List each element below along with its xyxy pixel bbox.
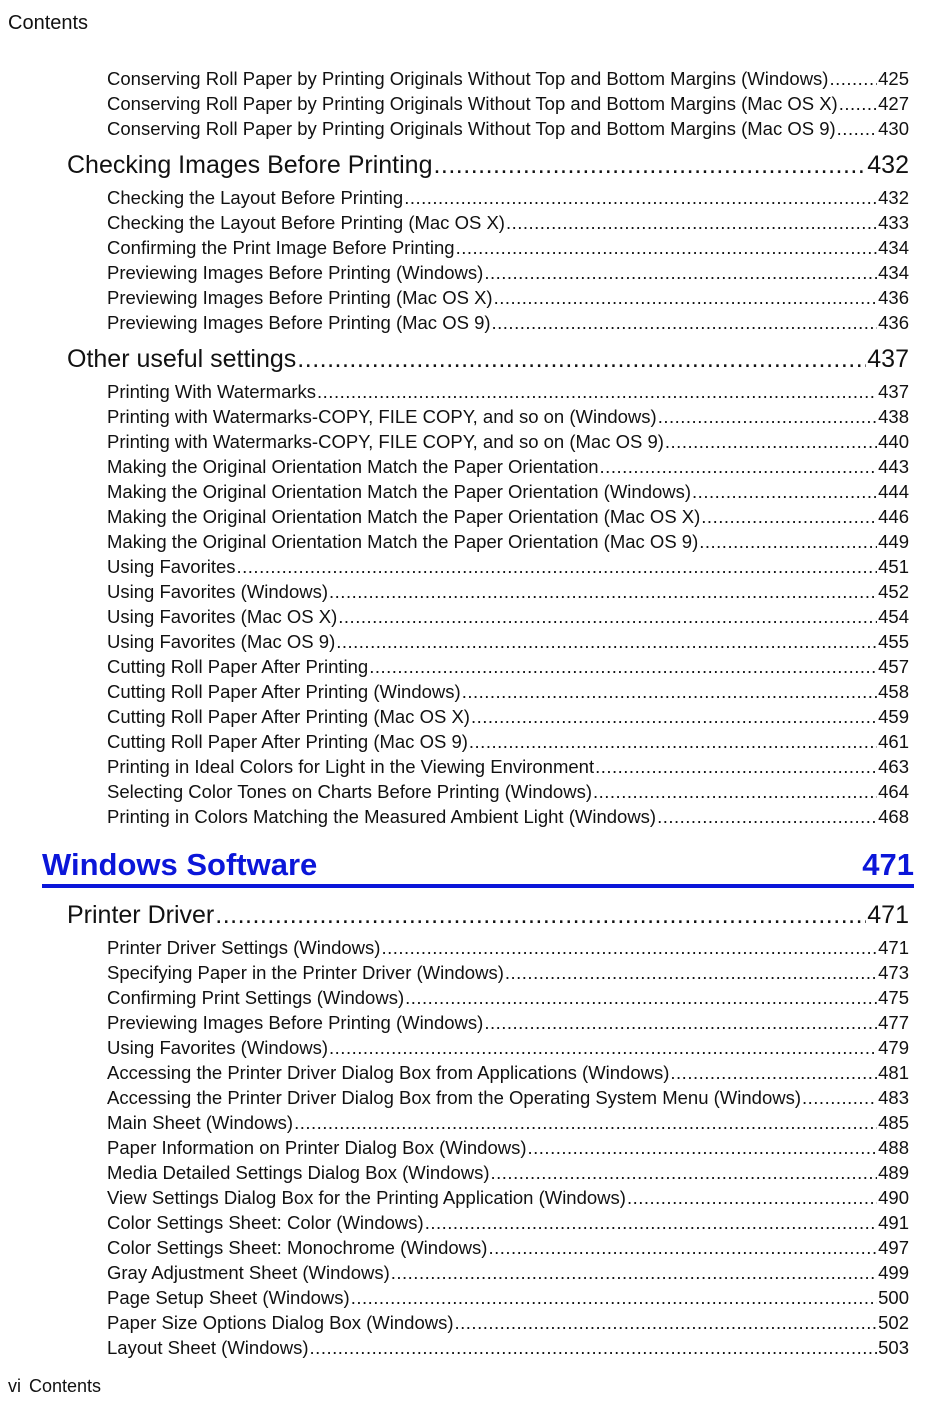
toc-entry-title: Media Detailed Settings Dialog Box (Windows) [107, 1162, 490, 1183]
toc-entry[interactable] [107, 731, 909, 756]
toc-entry[interactable] [107, 1287, 909, 1312]
dot-leader [369, 656, 877, 678]
dot-leader [665, 431, 877, 453]
toc-entry-page: 463 [878, 756, 909, 777]
dot-leader [505, 962, 877, 984]
toc-entry[interactable] [107, 1212, 909, 1237]
toc-entry-page: 459 [878, 706, 909, 727]
dot-leader [506, 212, 877, 234]
toc-entry-title: Printer Driver Settings (Windows) [107, 937, 381, 958]
toc-entry-title: View Settings Dialog Box for the Printing Application (Windows) [107, 1187, 626, 1208]
toc-entry-title: Using Favorites (Windows) [107, 581, 329, 602]
dot-leader [699, 531, 877, 553]
toc-entry-page: 454 [878, 606, 909, 627]
toc-entry-page: 490 [878, 1187, 909, 1208]
toc-entry-title: Layout Sheet (Windows) [107, 1337, 309, 1358]
toc-entry[interactable] [107, 987, 909, 1012]
toc-entry[interactable] [107, 506, 909, 531]
dot-leader [404, 187, 877, 209]
toc-entry[interactable] [107, 756, 909, 781]
toc-entry-page: 491 [878, 1212, 909, 1233]
toc-entry[interactable] [107, 806, 909, 831]
dot-leader [829, 68, 877, 90]
dot-leader [425, 1212, 877, 1234]
page-header: Contents [8, 12, 89, 34]
toc-entry-title: Color Settings Sheet: Monochrome (Windows) [107, 1237, 488, 1258]
dot-leader [471, 706, 877, 728]
toc-entry[interactable] [107, 1162, 909, 1187]
toc-entry-title: Checking the Layout Before Printing (Mac OS X) [107, 212, 505, 233]
toc-entry-title: Using Favorites (Mac OS X) [107, 606, 338, 627]
dot-leader [627, 1187, 877, 1209]
toc-entry[interactable] [107, 1337, 909, 1362]
toc-entry-page: 432 [867, 151, 909, 179]
toc-entry-page: 503 [878, 1337, 909, 1358]
toc-entry-title: Paper Information on Printer Dialog Box (Windows) [107, 1137, 527, 1158]
toc-entry-page: 437 [878, 381, 909, 402]
toc-entry-page: 427 [878, 93, 909, 114]
toc-entry-title: Using Favorites (Mac OS 9) [107, 631, 336, 652]
dot-leader [701, 506, 877, 528]
toc-entry[interactable] [107, 681, 909, 706]
toc-entry[interactable] [107, 481, 909, 506]
toc-entry-title: Cutting Roll Paper After Printing [107, 656, 369, 677]
toc-entry-title: Cutting Roll Paper After Printing (Windows) [107, 681, 461, 702]
dot-leader [670, 1062, 877, 1084]
toc-entry-title: Making the Original Orientation Match the Paper Orientation (Windows) [107, 481, 692, 502]
toc-entry-title: Cutting Roll Paper After Printing (Mac OS X) [107, 706, 470, 727]
toc-entry-page: 458 [878, 681, 909, 702]
chapter-title: Windows Software [42, 847, 318, 882]
toc-entry-page: 471 [878, 937, 909, 958]
toc-entry-title: Making the Original Orientation Match the Paper Orientation (Mac OS X) [107, 506, 701, 527]
toc-entry-page: 446 [878, 506, 909, 527]
toc-entry[interactable] [107, 93, 909, 118]
toc-entry-page: 444 [878, 481, 909, 502]
toc-entry-page: 436 [878, 312, 909, 333]
toc-entry-page: 485 [878, 1112, 909, 1133]
dot-leader [405, 987, 877, 1009]
toc-entry-page: 434 [878, 262, 909, 283]
toc-entry-title: Previewing Images Before Printing (Mac OS X) [107, 287, 493, 308]
toc-entry[interactable] [107, 237, 909, 262]
dot-leader [692, 481, 877, 503]
toc-entry-title: Specifying Paper in the Printer Driver (Windows) [107, 962, 504, 983]
toc-section[interactable] [67, 345, 909, 375]
toc-entry-title: Conserving Roll Paper by Printing Originals Without Top and Bottom Margins (Mac OS 9) [107, 118, 836, 139]
toc-entry-page: 489 [878, 1162, 909, 1183]
toc-entry-title: Printing in Ideal Colors for Light in the Viewing Environment [107, 756, 595, 777]
toc-entry-title: Confirming Print Settings (Windows) [107, 987, 405, 1008]
toc-entry[interactable] [107, 456, 909, 481]
toc-entry-page: 436 [878, 287, 909, 308]
toc-entry-page: 457 [878, 656, 909, 677]
toc-entry[interactable] [107, 706, 909, 731]
toc-entry-page: 430 [878, 118, 909, 139]
toc-entry-page: 452 [878, 581, 909, 602]
toc-entry-page: 473 [878, 962, 909, 983]
toc-entry[interactable] [107, 656, 909, 681]
dot-leader [491, 1162, 878, 1184]
dot-leader [484, 1012, 877, 1034]
toc-entry-page: 455 [878, 631, 909, 652]
dot-leader [215, 901, 866, 930]
toc-entry[interactable] [107, 381, 909, 406]
toc-entry-page: 479 [878, 1037, 909, 1058]
toc-entry-title: Previewing Images Before Printing (Mac OS 9) [107, 312, 491, 333]
dot-leader [528, 1137, 878, 1159]
toc-entry-page: 440 [878, 431, 909, 452]
toc-entry-page: 433 [878, 212, 909, 233]
toc-entry-title: Conserving Roll Paper by Printing Originals Without Top and Bottom Margins (Mac OS X) [107, 93, 838, 114]
chapter-page: 471 [862, 847, 914, 882]
toc-entry-page: 502 [878, 1312, 909, 1333]
toc-entry[interactable] [107, 1012, 909, 1037]
toc-entry[interactable] [107, 312, 909, 337]
dot-leader [329, 581, 877, 603]
toc-entry[interactable] [107, 262, 909, 287]
toc-entry[interactable] [107, 212, 909, 237]
toc-entry-title: Previewing Images Before Printing (Windows) [107, 262, 484, 283]
toc-entry-title: Previewing Images Before Printing (Windows) [107, 1012, 484, 1033]
toc-entry-title: Conserving Roll Paper by Printing Originals Without Top and Bottom Margins (Windows) [107, 68, 829, 89]
dot-leader [317, 381, 877, 403]
toc-entry-title: Checking the Layout Before Printing [107, 187, 404, 208]
toc-entry[interactable] [107, 1262, 909, 1287]
toc-entry[interactable] [107, 631, 909, 656]
dot-leader [837, 118, 877, 140]
toc-entry-title: Checking Images Before Printing [67, 151, 433, 179]
toc-entry-title: Printing with Watermarks-COPY, FILE COPY, and so on (Mac OS 9) [107, 431, 664, 452]
dot-leader [455, 1312, 878, 1334]
toc-entry-title: Printing in Colors Matching the Measured Ambient Light (Windows) [107, 806, 657, 827]
toc-entry-page: 434 [878, 237, 909, 258]
toc-entry-title: Confirming the Print Image Before Printing [107, 237, 455, 258]
toc-entry[interactable] [107, 118, 909, 143]
toc-entry-page: 432 [878, 187, 909, 208]
toc-entry[interactable] [107, 937, 909, 962]
toc-entry[interactable] [107, 606, 909, 631]
dot-leader [456, 237, 878, 259]
dot-leader [237, 556, 878, 578]
toc-entry-title: Other useful settings [67, 345, 297, 373]
footer-page-number: vi [8, 1376, 21, 1396]
dot-leader [294, 1112, 877, 1134]
dot-leader [469, 731, 877, 753]
toc-entry-title: Using Favorites [107, 556, 236, 577]
toc-entry-page: 443 [878, 456, 909, 477]
toc-entry[interactable] [107, 1112, 909, 1137]
toc-entry-page: 449 [878, 531, 909, 552]
dot-leader [351, 1287, 877, 1309]
toc-entry[interactable] [107, 431, 909, 456]
toc-entry-title: Printing with Watermarks-COPY, FILE COPY, and so on (Windows) [107, 406, 657, 427]
toc-entry-title: Page Setup Sheet (Windows) [107, 1287, 350, 1308]
toc-entry[interactable] [107, 1062, 909, 1087]
dot-leader [297, 345, 866, 374]
toc-entry-title: Color Settings Sheet: Color (Windows) [107, 1212, 424, 1233]
toc-entry-title: Cutting Roll Paper After Printing (Mac OS 9) [107, 731, 468, 752]
toc-entry-page: 483 [878, 1087, 909, 1108]
toc-entry-page: 464 [878, 781, 909, 802]
page-footer [8, 1376, 101, 1397]
toc-entry[interactable] [107, 1187, 909, 1212]
toc-entry-page: 481 [878, 1062, 909, 1083]
toc-entry[interactable] [107, 187, 909, 212]
toc-section[interactable] [67, 151, 909, 181]
toc-entry-page: 451 [878, 556, 909, 577]
dot-leader [593, 781, 877, 803]
toc-entry-page: 471 [867, 901, 909, 929]
dot-leader [329, 1037, 877, 1059]
toc-entry[interactable] [107, 287, 909, 312]
footer-label: Contents [29, 1376, 102, 1396]
toc-entry-page: 475 [878, 987, 909, 1008]
toc-entry-page: 500 [878, 1287, 909, 1308]
toc-entry-title: Selecting Color Tones on Charts Before Printing (Windows) [107, 781, 592, 802]
toc-entry-page: 461 [878, 731, 909, 752]
toc-entry-page: 499 [878, 1262, 909, 1283]
dot-leader [657, 806, 877, 828]
toc-section[interactable] [67, 901, 909, 931]
dot-leader [595, 756, 877, 778]
toc-entry-page: 468 [878, 806, 909, 827]
toc-entry[interactable] [107, 1237, 909, 1262]
toc-entry-title: Printer Driver [67, 901, 215, 929]
dot-leader [338, 606, 877, 628]
toc-entry-page: 497 [878, 1237, 909, 1258]
toc-entry[interactable] [107, 962, 909, 987]
toc-entry-title: Printing With Watermarks [107, 381, 317, 402]
chapter-heading[interactable] [42, 846, 914, 888]
toc-entry-page: 488 [878, 1137, 909, 1158]
toc-entry-page: 437 [867, 345, 909, 373]
toc-entry-title: Paper Size Options Dialog Box (Windows) [107, 1312, 454, 1333]
toc-entry[interactable] [107, 406, 909, 431]
toc-entry-page: 438 [878, 406, 909, 427]
toc-entry-title: Using Favorites (Windows) [107, 1037, 329, 1058]
toc-entry[interactable] [107, 581, 909, 606]
toc-entry-title: Accessing the Printer Driver Dialog Box from the Operating System Menu (Windows) [107, 1087, 802, 1108]
toc-entry-page: 477 [878, 1012, 909, 1033]
toc-entry[interactable] [107, 1087, 909, 1112]
toc-entry[interactable] [107, 1312, 909, 1337]
dot-leader [391, 1262, 877, 1284]
dot-leader [484, 262, 877, 284]
toc-entry-title: Main Sheet (Windows) [107, 1112, 294, 1133]
toc-entry[interactable] [107, 556, 909, 581]
dot-leader [310, 1337, 878, 1359]
dot-leader [488, 1237, 877, 1259]
toc-entry[interactable] [107, 1037, 909, 1062]
toc-entry-title: Accessing the Printer Driver Dialog Box from Applications (Windows) [107, 1062, 670, 1083]
dot-leader [492, 312, 878, 334]
dot-leader [494, 287, 878, 309]
toc-entry-page: 425 [878, 68, 909, 89]
toc-entry-title: Making the Original Orientation Match the Paper Orientation (Mac OS 9) [107, 531, 699, 552]
dot-leader [658, 406, 877, 428]
dot-leader [462, 681, 877, 703]
toc-entry-title: Making the Original Orientation Match the Paper Orientation [107, 456, 599, 477]
toc-entry[interactable] [107, 1137, 909, 1162]
toc-entry[interactable] [107, 781, 909, 806]
dot-leader [433, 151, 866, 180]
toc-entry[interactable] [107, 68, 909, 93]
dot-leader [381, 937, 877, 959]
toc-entry-title: Gray Adjustment Sheet (Windows) [107, 1262, 390, 1283]
dot-leader [839, 93, 877, 115]
dot-leader [336, 631, 877, 653]
dot-leader [802, 1087, 877, 1109]
toc-entry[interactable] [107, 531, 909, 556]
dot-leader [600, 456, 878, 478]
